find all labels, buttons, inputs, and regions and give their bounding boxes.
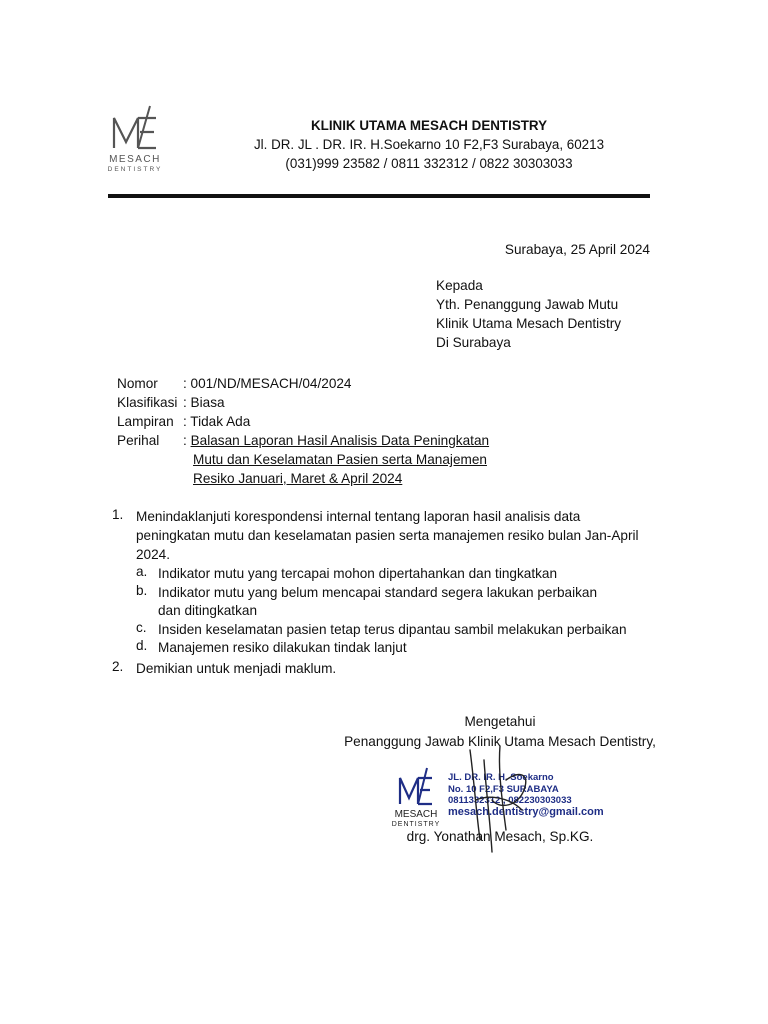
klasifikasi-value: : Biasa [183, 395, 225, 410]
acknowledged-label: Mengetahui [464, 714, 536, 729]
perihal-line-1: Balasan Laporan Hasil Analisis Data Peningkatan [190, 433, 490, 448]
mesach-logo-icon [100, 100, 170, 156]
logo-name: MESACH [109, 154, 161, 165]
letter-date: Surabaya, 25 April 2024 [504, 242, 650, 257]
perihal-line-2: Mutu dan Keselamatan Pasien serta Manajemen [193, 452, 487, 467]
perihal-label: Perihal [117, 433, 160, 448]
clinic-name: KLINIK UTAMA MESACH DENTISTRY [310, 118, 548, 133]
clinic-logo [100, 100, 170, 182]
subitem-d-marker: d. [136, 638, 148, 653]
subitem-b-line-1: Indikator mutu yang belum mencapai standard segera lakukan perbaikan [158, 585, 598, 600]
meta-klasifikasi [117, 393, 225, 412]
subitem-b-marker: b. [136, 583, 148, 598]
stamp-logo-subtitle: DENTISTRY [391, 821, 441, 828]
nomor-value: : 001/ND/MESACH/04/2024 [183, 376, 352, 391]
stamp-logo-name: MESACH [394, 809, 438, 820]
recipient-salutation: Kepada [436, 278, 483, 293]
subitem-c-marker: c. [136, 620, 147, 635]
subitem-d-text: Manajemen resiko dilakukan tindak lanjut [158, 640, 407, 655]
klasifikasi-label: Klasifikasi [117, 395, 178, 410]
item-2-text: Demikian untuk menjadi maklum. [136, 661, 337, 676]
header-divider [108, 194, 650, 198]
meta-perihal [117, 431, 489, 450]
meta-nomor [117, 374, 352, 393]
stamp-line-3: 0811332312 , 082230303033 [448, 795, 572, 806]
stamp-logo [390, 764, 442, 832]
recipient-title: Yth. Penanggung Jawab Mutu [436, 297, 619, 312]
logo-subtitle: DENTISTRY [107, 166, 163, 173]
item-2-number: 2. [112, 659, 124, 674]
stamp-line-1: JL. DR. IR. H. Soekarno [448, 772, 554, 783]
subitem-b-line-2: dan ditingkatkan [158, 603, 258, 618]
item-1-line-1: Menindaklanjuti korespondensi internal tentang laporan hasil analisis data [136, 509, 581, 524]
recipient-location: Di Surabaya [436, 335, 511, 350]
signatory-name: drg. Yonathan Mesach, Sp.KG. [406, 829, 594, 844]
item-1-number: 1. [112, 507, 124, 522]
signatory-role: Penanggung Jawab Klinik Utama Mesach Dentistry, [344, 734, 656, 749]
clinic-address: Jl. DR. JL . DR. IR. H.Soekarno 10 F2,F3 Surabaya, 60213 [253, 137, 605, 152]
perihal-colon: : [183, 433, 191, 448]
lampiran-label: Lampiran [117, 414, 174, 429]
stamp-line-2: No. 10 F2,F3 SURABAYA [448, 783, 559, 795]
subitem-c-text: Insiden keselamatan pasien tetap terus dipantau sambil melakukan perbaikan [158, 622, 627, 637]
subitem-a-marker: a. [136, 564, 148, 579]
item-1-line-2: peningkatan mutu dan keselamatan pasien serta manajemen resiko bulan Jan-April [136, 528, 639, 543]
recipient-organization: Klinik Utama Mesach Dentistry [436, 316, 622, 331]
nomor-label: Nomor [117, 376, 158, 391]
subitem-a-text: Indikator mutu yang tercapai mohon dipertahankan dan tingkatkan [158, 566, 558, 581]
lampiran-value: : Tidak Ada [183, 414, 251, 429]
stamp-email: mesach.dentistry@gmail.com [448, 805, 604, 818]
stamp-mesach-logo-icon [390, 764, 442, 812]
clinic-phones: (031)999 23582 / 0811 332312 / 0822 30303033 [285, 156, 573, 171]
perihal-line-3: Resiko Januari, Maret & April 2024 [193, 471, 403, 486]
item-1-line-3: 2024. [136, 547, 171, 562]
meta-lampiran [117, 412, 250, 431]
